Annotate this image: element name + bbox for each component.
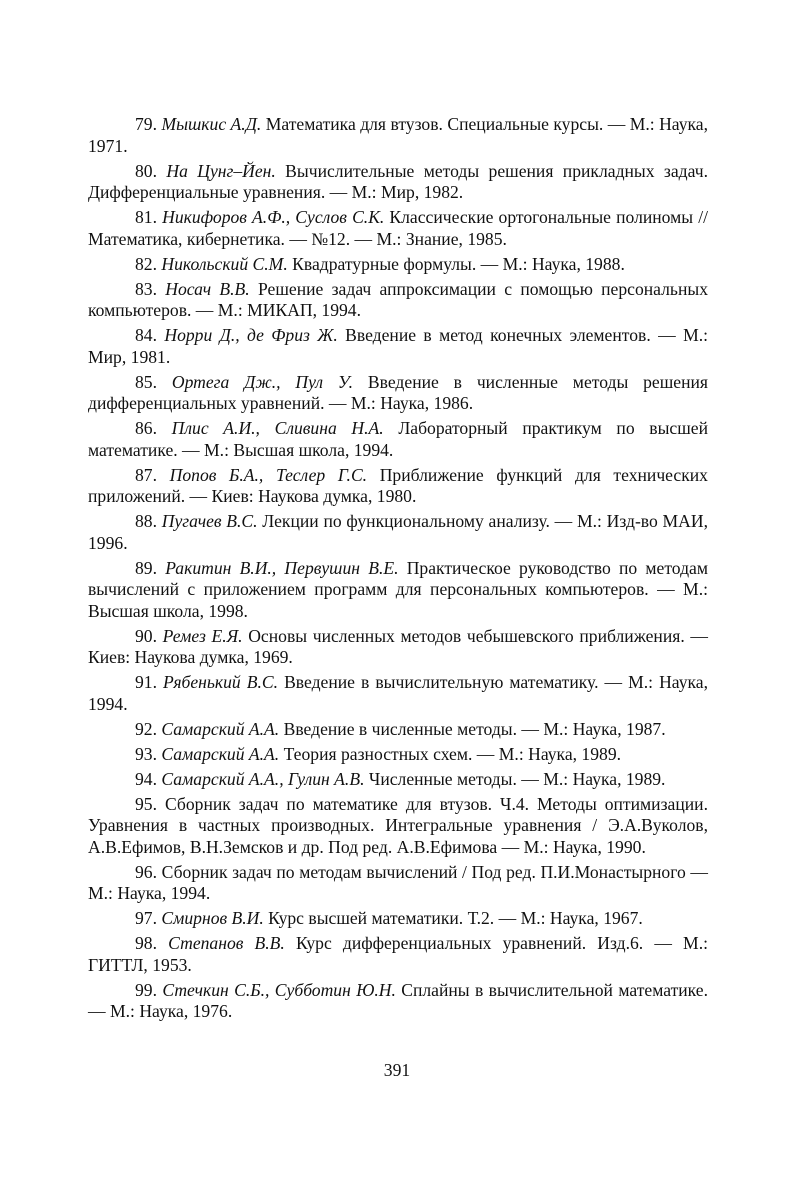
reference-number: 94. [135, 768, 157, 789]
reference-entry [88, 279, 708, 322]
reference-number: 97. [135, 908, 157, 928]
reference-number: 88. [135, 511, 157, 531]
reference-entry [88, 744, 708, 766]
reference-text: Лекции по функциональному анализу. — М.: Изд-во МАИ, 1996. [88, 511, 708, 553]
reference-entry [88, 933, 708, 976]
reference-number: 81. [135, 207, 157, 227]
reference-entry [88, 161, 708, 204]
reference-text: Теория разностных схем. — М.: Наука, 1989. [279, 743, 622, 764]
reference-text: Практическое руководство по методам вычислений с приложением программ для персональных компьютеров. — М.: Высшая школа, 1998. [88, 557, 708, 621]
reference-text: Введение в численные методы. — М.: Наука, 1987. [279, 718, 666, 739]
reference-author: На Цунг–Йен. [166, 160, 276, 181]
reference-text: Основы численных методов чебышевского приближения. — Киев: Наукова думка, 1969. [88, 625, 708, 667]
reference-entry [88, 325, 708, 368]
reference-entry [88, 862, 708, 905]
reference-text: Сплайны в вычислительной математике. — М.: Наука, 1976. [88, 979, 708, 1021]
reference-author: Самарский А.А. [161, 743, 280, 764]
reference-text: Решение задач аппроксимации с помощью персональных компьютеров. — М.: МИКАП, 1994. [88, 278, 708, 320]
reference-entry [88, 769, 708, 791]
reference-entry [88, 511, 708, 554]
reference-text: Численные методы. — М.: Наука, 1989. [364, 768, 666, 789]
reference-text: Введение в численные методы решения дифференциальных уравнений. — М.: Наука, 1986. [88, 371, 709, 413]
reference-text: Введение в метод конечных элементов. — М.: Мир, 1981. [88, 325, 708, 367]
reference-author: Рябенький В.С. [163, 672, 279, 692]
reference-author: Самарский А.А., Гулин А.В. [161, 768, 365, 789]
reference-author: Мышкис А.Д. [161, 114, 262, 134]
reference-number: 79. [135, 114, 157, 134]
reference-entry [88, 672, 708, 715]
reference-entry [88, 114, 708, 157]
reference-text: Квадратурные формулы. — М.: Наука, 1988. [287, 253, 625, 274]
reference-text: Лабораторный практикум по высшей математике. — М.: Высшая школа, 1994. [88, 418, 708, 460]
reference-entry [88, 465, 708, 508]
reference-author: Степанов В.В. [168, 933, 285, 953]
reference-number: 82. [135, 253, 157, 274]
reference-author: Плис А.И., Сливина Н.А. [171, 418, 384, 438]
reference-entry [88, 372, 708, 415]
reference-text: Вычислительные методы решения прикладных задач. Дифференциальные уравнения. — М.: Мир, 1982. [88, 160, 708, 202]
reference-author: Ремез Е.Я. [162, 625, 243, 646]
reference-text: Курс высшей математики. Т.2. — М.: Наука, 1967. [263, 908, 643, 928]
reference-number: 98. [135, 933, 157, 953]
reference-author: Пугачев В.С. [161, 511, 258, 531]
reference-author: Носач В.В. [165, 278, 250, 299]
reference-entry [88, 558, 708, 623]
reference-author: Норри Д., де Фриз Ж. [164, 325, 338, 345]
reference-number: 84. [135, 325, 157, 345]
reference-list [88, 114, 708, 1026]
reference-entry [88, 207, 708, 250]
reference-entry [88, 794, 708, 859]
reference-author: Самарский А.А. [161, 718, 280, 739]
reference-number: 93. [135, 743, 157, 764]
reference-author: Смирнов В.И. [161, 908, 264, 928]
reference-text: Классические ортогональные полиномы // Математика, кибернетика. — №12. — М.: Знание, 1985. [88, 207, 708, 249]
reference-entry [88, 418, 708, 461]
reference-number: 80. [135, 160, 157, 181]
reference-author: Стечкин С.Б., Субботин Ю.Н. [162, 979, 396, 1000]
reference-number: 99. [135, 979, 157, 1000]
reference-entry [88, 980, 708, 1023]
reference-author: Ракитин В.И., Первушин В.Е. [165, 557, 399, 578]
reference-author: Никольский С.М. [161, 253, 288, 274]
reference-number: 90. [135, 625, 157, 646]
reference-text: Математика для втузов. Специальные курсы. — М.: Наука, 1971. [88, 114, 709, 156]
reference-entry [88, 908, 708, 930]
reference-number: 87. [135, 464, 157, 485]
reference-number: 95. [135, 793, 157, 814]
reference-number: 86. [135, 418, 157, 438]
reference-number: 85. [135, 371, 157, 392]
reference-number: 92. [135, 718, 157, 739]
reference-text: Курс дифференциальных уравнений. Изд.6. — М.: ГИТТЛ, 1953. [88, 933, 708, 975]
reference-text: Введение в вычислительную математику. — М.: Наука, 1994. [88, 672, 708, 714]
reference-entry [88, 254, 708, 276]
reference-number: 96. [135, 861, 157, 882]
reference-number: 83. [135, 278, 157, 299]
reference-entry [88, 626, 708, 669]
reference-entry [88, 719, 708, 741]
reference-text: Сборник задач по методам вычислений / Под ред. П.И.Монастырного — М.: Наука, 1994. [88, 861, 708, 903]
page-number: 391 [383, 1060, 411, 1080]
reference-number: 91. [135, 672, 157, 692]
reference-text: Приближение функций для технических приложений. — Киев: Наукова думка, 1980. [88, 464, 708, 506]
reference-author: Никифоров А.Ф., Суслов С.К. [162, 207, 385, 227]
reference-author: Ортега Дж., Пул У. [171, 371, 354, 392]
reference-text: Сборник задач по математике для втузов. Ч.4. Методы оптимизации. Уравнения в частных производных. Интегральные уравнения / Э.А.Вуколов, А.В.Ефимов, В.Н.Земсков и др. Под ред. А.В.Ефимова — М.: Наука, 1990. [88, 793, 708, 857]
reference-author: Попов Б.А., Теслер Г.С. [169, 464, 368, 485]
reference-number: 89. [135, 557, 157, 578]
